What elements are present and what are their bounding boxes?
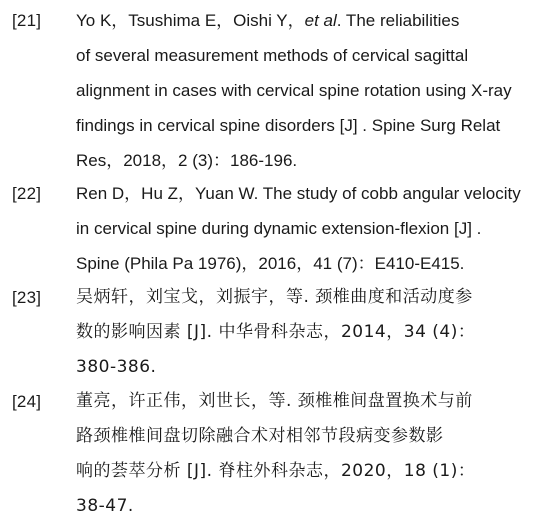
reference-line: alignment in cases with cervical spine rotation using X-ray [76,81,512,100]
reference-line: findings in cervical spine disorders [J] . Spine Surg Relat [76,116,501,135]
reference-line: Yo K，Tsushima E，Oishi Y，et al. The reliabilities [76,11,460,30]
reference-number: [21] [12,11,42,30]
reference-line: 380-386. [76,357,157,377]
reference-line: 响的荟萃分析 [J]. 脊柱外科杂志，2020，18 (1)： [76,461,476,481]
reference-line: of several measurement methods of cervical sagittal [76,46,469,65]
reference-text [76,3,546,178]
reference-line: Res，2018，2 (3)：186-196. [76,151,298,170]
reference-text [76,176,546,281]
reference-line: 路颈椎椎间盘切除融合术对相邻节段病变参数影 [76,426,444,446]
reference-line: 数的影响因素 [J]. 中华骨科杂志，2014，34 (4)： [76,322,476,342]
reference-text [76,280,546,385]
reference-line: 吴炳轩，刘宝戈，刘振宇，等. 颈椎曲度和活动度参 [76,287,473,307]
reference-line: in cervical spine during dynamic extension-flexion [J] . [76,219,482,238]
reference-number: [24] [12,392,42,411]
et-al-italic: et al [304,11,337,30]
reference-line: 38-47. [76,496,134,516]
reference-number: [23] [12,288,42,307]
reference-number: [22] [12,184,42,203]
reference-line: Spine (Phila Pa 1976)，2016，41 (7)：E410-E415. [76,254,465,273]
reference-line: Ren D，Hu Z，Yuan W. The study of cobb angular velocity [76,184,521,203]
reference-text [76,384,546,524]
reference-line: 董亮，许正伟，刘世长，等. 颈椎椎间盘置换术与前 [76,391,473,411]
